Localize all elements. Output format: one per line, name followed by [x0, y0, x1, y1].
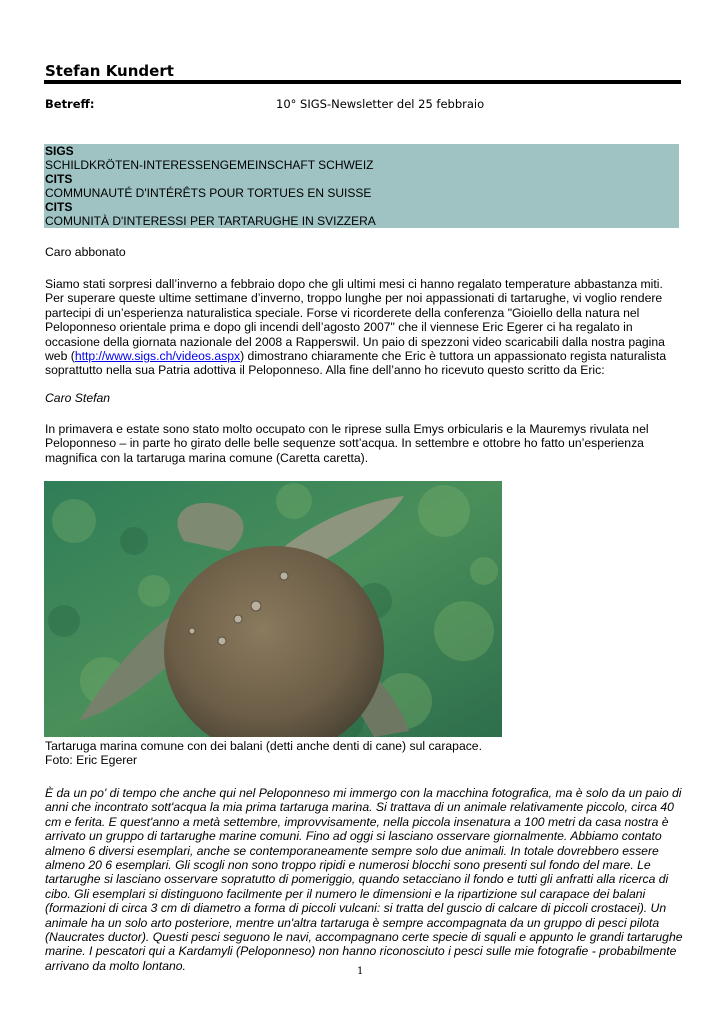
banner-line-cits-it: CITS	[45, 200, 73, 214]
header-divider	[44, 80, 681, 84]
banner-line-sigs: SIGS	[45, 144, 74, 158]
page-number: 1	[357, 966, 364, 977]
caption-text: Tartaruga marina comune con dei balani (detti anche denti di cane) sul carapace.	[45, 739, 482, 753]
caption-credit: Foto: Eric Egerer	[45, 753, 138, 768]
sea-turtle-photo	[44, 481, 502, 737]
photo-caption	[45, 739, 482, 768]
subject-label: Betreff:	[45, 97, 95, 111]
banner-line-de: SCHILDKRÖTEN-INTERESSENGEMEINSCHAFT SCHWEIZ	[45, 158, 374, 172]
videos-link[interactable]: http://www.sigs.ch/videos.aspx	[74, 349, 241, 364]
intro-text-before: Siamo stati sorpresi dall’inverno a febbraio dopo che gli ultimi mesi ci hanno regalato temperature abbastanza miti. Per superare queste ultime settimane d’inverno, troppo lunghe per noi appassionati di tartarughe, vi voglio rendere partecipi di un’esperienza naturalistica speciale. Forse vi ricorderete della conferenza "Gioiello della natura nel Peloponneso orientale prima e dopo gli incendi dell’agosto 2007" che il viennese Eric Egerer ci ha regalato in occasione della giornata nazionale del 2008 a Rapperswil. Un paio di spezzoni video scaricabili dalla nostra pagina web (	[45, 277, 665, 364]
banner-line-cits-fr: CITS	[45, 172, 73, 186]
banner-line-fr: COMMUNAUTÉ D'INTÉRÊTS POUR TORTUES EN SUISSE	[45, 186, 372, 200]
letter-paragraph-1: In primavera e estate sono stato molto occupato con le riprese sulla Emys orbicularis e la Mauremys rivulata nel Peloponneso – in parte ho girato delle belle sequenze sott’acqua. In settembre e ottobre ho fatto un’esperienza magnifica con la tartaruga marina comune (Caretta caretta).	[45, 422, 649, 465]
letter-greeting: Caro Stefan	[45, 391, 111, 405]
intro-text-after: ) dimostrano chiaramente che Eric è tuttora un appassionato regista naturalista soprattutto nella sua Patria adottiva il Peloponneso. Alla fine dell’anno ho ricevuto questo scritto da Eric:	[45, 349, 667, 378]
subject-value: 10° SIGS-Newsletter del 25 febbraio	[276, 97, 485, 111]
organization-banner	[44, 144, 679, 228]
greeting: Caro abbonato	[45, 245, 126, 259]
intro-paragraph	[45, 277, 685, 378]
sender-name: Stefan Kundert	[45, 62, 174, 80]
banner-line-it: COMUNITÀ D'INTERESSI PER TARTARUGHE IN SVIZZERA	[45, 214, 376, 228]
letter-paragraph-2: È da un po' di tempo che anche qui nel Peloponneso mi immergo con la macchina fotografica, ma è solo da un paio di anni che incontrato sott'acqua la mia prima tartaruga marina. Si trattava di un animale relativamente piccolo, circa 40 cm e ferita. E quest'anno a metà settembre, improvvisamente, nella piccola insenatura a 100 metri da casa nostra è arrivato un gruppo di tartarughe marine comuni. Fino ad oggi si lasciano osservare giornalmente. Abbiamo contato almeno 6 diversi esemplari, anche se contemporaneamente sempre solo due animali. In totale dovrebbero essere almeno 20 6 esemplari. Gli scogli non sono troppo ripidi e numerosi blocchi sono presenti sul fondo del mare. Le tartarughe si lasciano osservare sopratutto di pomeriggio, quando setacciano il fondo e tutti gli anfratti alla ricerca di cibo. Gli esemplari si distinguono facilmente per il numero le dimensioni e la ripartizione sul carapace dei balani (formazioni di circa 3 cm di diametro a forma di piccoli vulcani: si tratta del guscio di calcare di piccoli crostacei). Un animale ha un solo arto posteriore, mentre un'altra tartaruga è sempre accompagnata da un gruppo di pesci pilota (Naucrates ductor). Questi pesci seguono le navi, accompagnano certe specie di squali e appunto le grandi tartarughe marine. I pescatori qui a Kardamyli (Peloponneso) non hanno riconosciuto i pesci sulle mie fotografie - probabilmente arrivano da molto lontano.	[45, 786, 683, 973]
